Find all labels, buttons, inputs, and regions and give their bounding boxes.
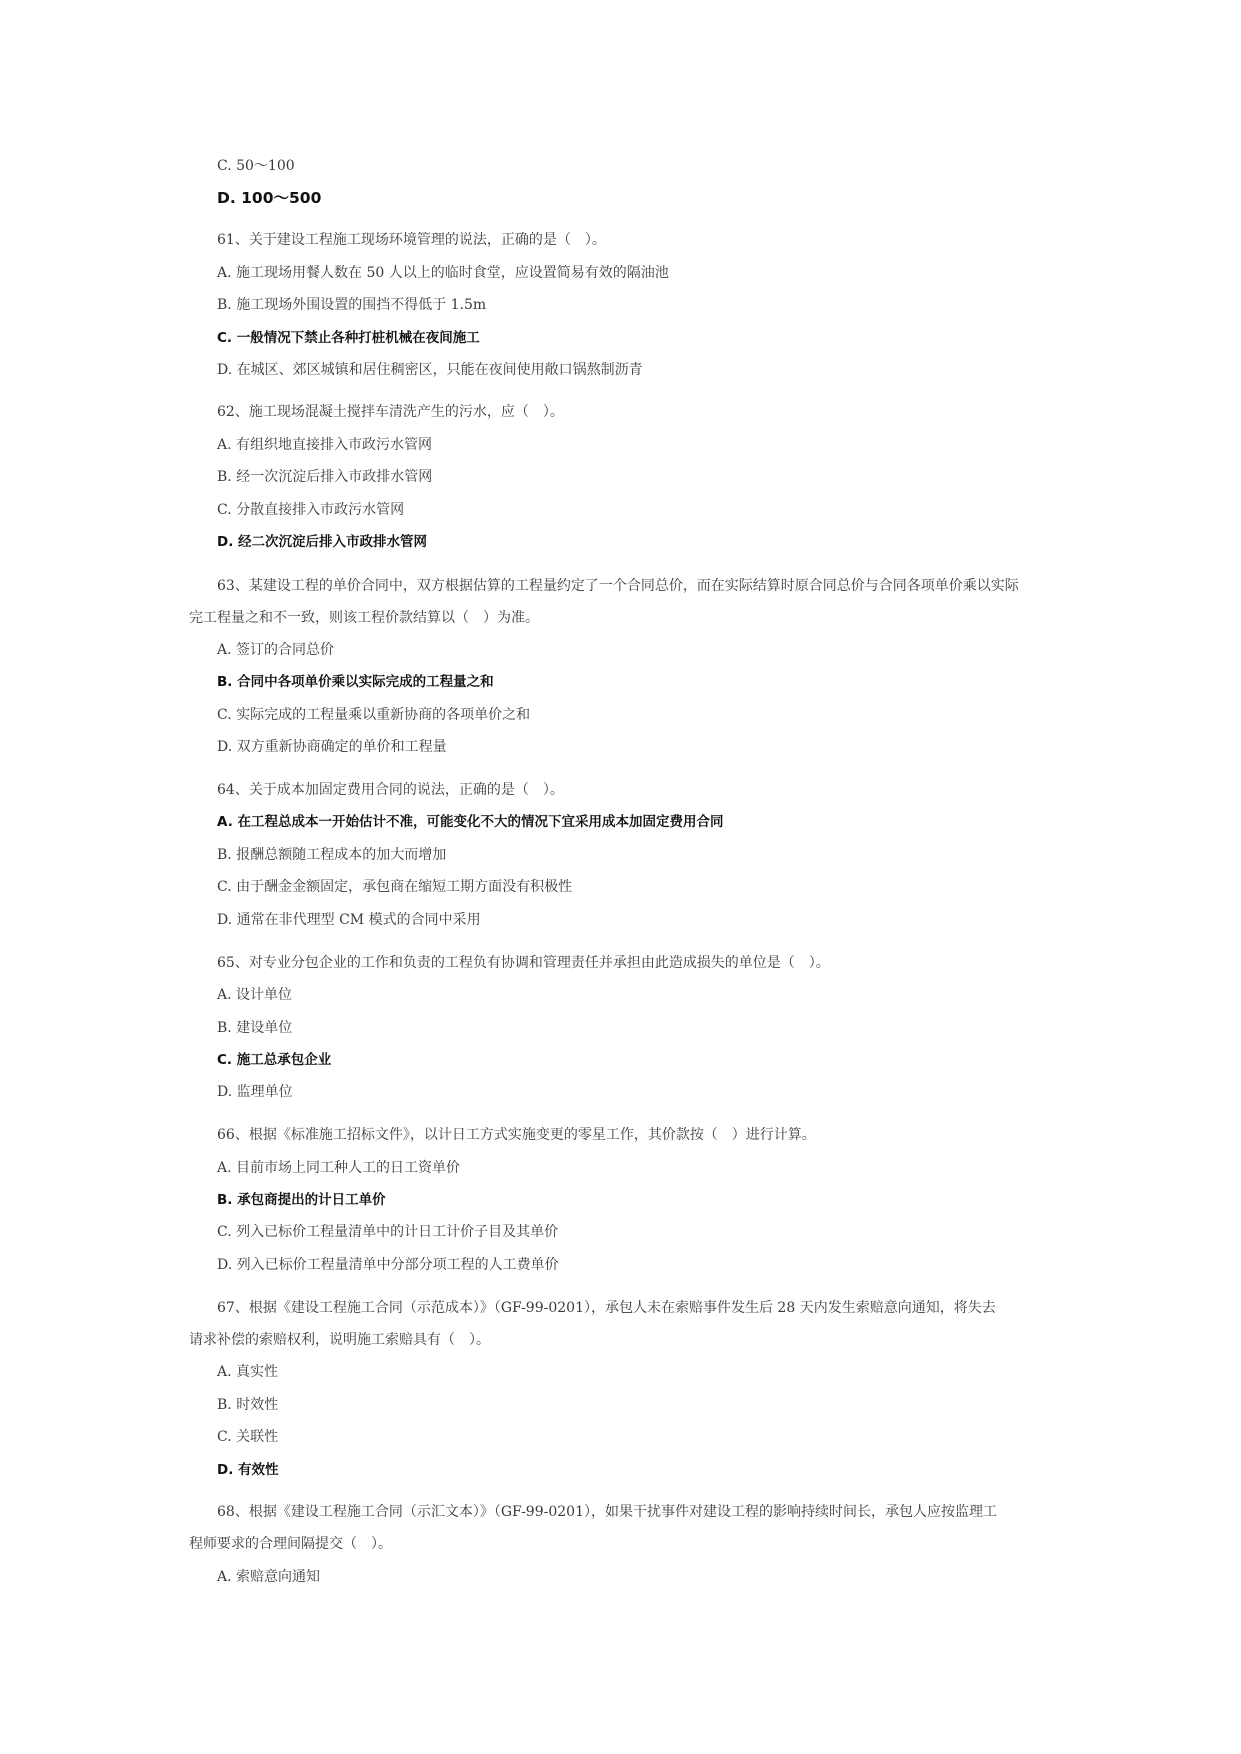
q63-option-c: C. 实际完成的工程量乘以重新协商的各项单价之和 [217,707,531,723]
q64-option-d: D. 通常在非代理型 CM 模式的合同中采用 [217,912,481,928]
q64-option-b: B. 报酬总额随工程成本的加大而增加 [217,847,447,863]
q63-answer-option-b: B. 合同中各项单价乘以实际完成的工程量之和 [217,674,494,690]
question-63-line1: 63、某建设工程的单价合同中，双方根据估算的工程量约定了一个合同总价，而在实际结算时原合同总价与合同各项单价乘以实际 [217,578,1019,594]
question-67-line2: 请求补偿的索赔权利，说明施工索赔具有（ ）。 [189,1332,490,1348]
q62-option-b: B. 经一次沉淀后排入市政排水管网 [217,469,433,485]
q67-answer-option-d: D. 有效性 [217,1462,279,1478]
q65-answer-option-c: C. 施工总承包企业 [217,1052,332,1068]
q64-option-c: C. 由于酬金金额固定，承包商在缩短工期方面没有积极性 [217,879,573,895]
question-68-line2: 程师要求的合理间隔提交（ ）。 [189,1536,392,1552]
question-65: 65、对专业分包企业的工作和负责的工程负有协调和管理责任并承担由此造成损失的单位是（ ）。 [217,955,830,971]
q62-option-a: A. 有组织地直接排入市政污水管网 [217,437,433,453]
q61-option-a: A. 施工现场用餐人数在 50 人以上的临时食堂，应设置简易有效的隔油池 [217,265,669,281]
q62-option-c: C. 分散直接排入市政污水管网 [217,502,405,518]
q65-option-b: B. 建设单位 [217,1020,293,1036]
q66-option-a: A. 目前市场上同工种人工的日工资单价 [217,1160,461,1176]
q62-answer-option-d: D. 经二次沉淀后排入市政排水管网 [217,534,428,550]
question-61: 61、关于建设工程施工现场环境管理的说法，正确的是（ ）。 [217,232,606,248]
q65-option-d: D. 监理单位 [217,1084,293,1100]
question-66: 66、根据《标准施工招标文件》，以计日工方式实施变更的零星工作，其价款按（ ）进行计算。 [217,1127,816,1143]
question-62: 62、施工现场混凝土搅拌车清洗产生的污水，应（ ）。 [217,404,564,420]
option-c-50-100: C. 50～100 [217,158,295,174]
q65-option-a: A. 设计单位 [217,987,293,1003]
q66-answer-option-b: B. 承包商提出的计日工单价 [217,1192,386,1208]
question-63-line2: 完工程量之和不一致，则该工程价款结算以（ ）为准。 [189,610,539,626]
question-67-line1: 67、根据《建设工程施工合同（示范成本）》（GF-99-0201），承包人未在索赔事件发生后 28 天内发生索赔意向通知，将失去 [217,1300,996,1316]
q63-option-a: A. 签订的合同总价 [217,642,335,658]
q67-option-a: A. 真实性 [217,1364,279,1380]
q63-option-d: D. 双方重新协商确定的单价和工程量 [217,739,447,755]
q61-option-b: B. 施工现场外围设置的围挡不得低于 1.5m [217,297,487,313]
answer-option-d-100-500: D. 100～500 [217,189,322,207]
q61-answer-option-c: C. 一般情况下禁止各种打桩机械在夜间施工 [217,330,480,346]
q61-option-d: D. 在城区、郊区城镇和居住稠密区，只能在夜间使用敞口锅熬制沥青 [217,362,643,378]
q66-option-c: C. 列入已标价工程量清单中的计日工计价子目及其单价 [217,1224,559,1240]
q66-option-d: D. 列入已标价工程量清单中分部分项工程的人工费单价 [217,1257,559,1273]
q68-option-a: A. 索赔意向通知 [217,1569,321,1585]
question-68-line1: 68、根据《建设工程施工合同（示汇文本）》（GF-99-0201），如果干扰事件对建设工程的影响持续时间长，承包人应按监理工 [217,1504,997,1520]
q67-option-c: C. 关联性 [217,1429,279,1445]
q67-option-b: B. 时效性 [217,1397,279,1413]
question-64: 64、关于成本加固定费用合同的说法，正确的是（ ）。 [217,782,564,798]
q64-answer-option-a: A. 在工程总成本一开始估计不准，可能变化不大的情况下宜采用成本加固定费用合同 [217,814,724,830]
